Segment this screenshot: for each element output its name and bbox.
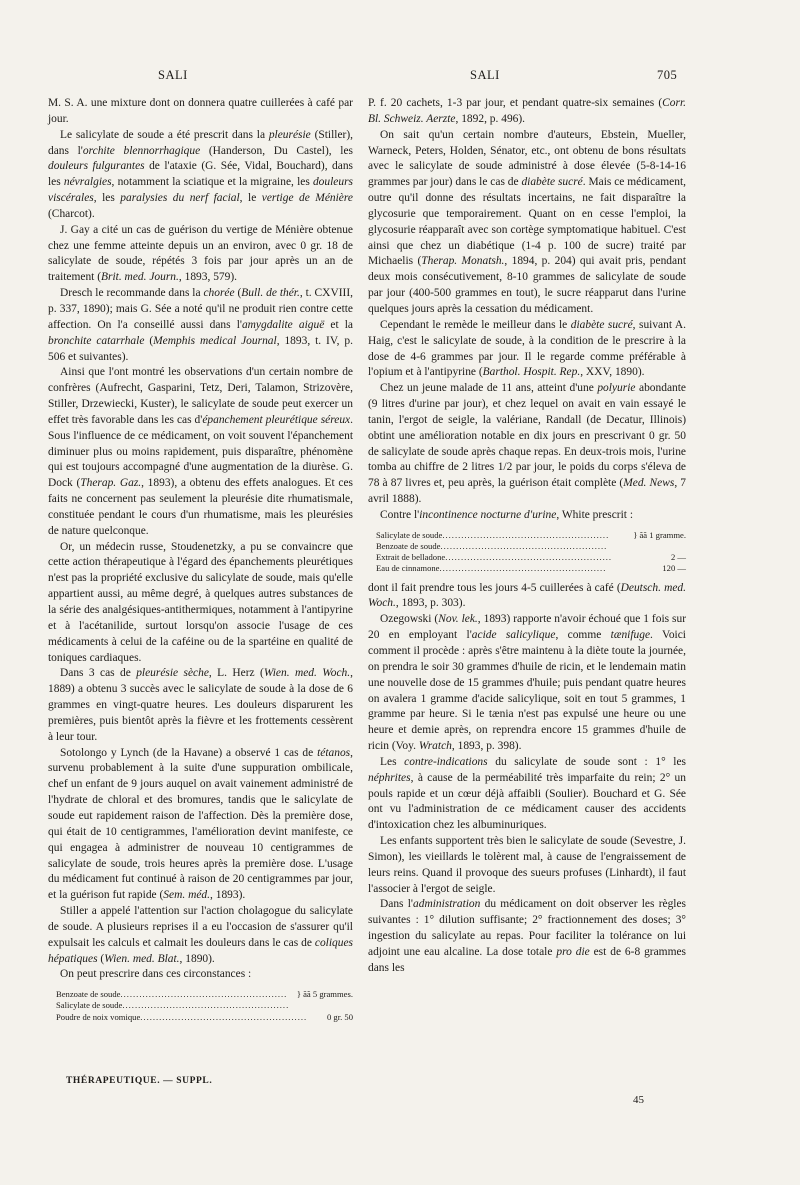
footer-series-title: THÉRAPEUTIQUE. — SUPPL. — [66, 1076, 213, 1086]
paragraph: Or, un médecin russe, Stoudenetzky, a pu se convaincre que cette action thérapeutique à l'égard des épanchements pleurétiques n'est pas la propriété exclusive du salicylate de soude, mais qu'elle appartient aussi, au même degré, à quelques autres substances de la série des analgésiques-antithermiques, notamment à l'antipyrine et à l'acétanilide, surtout lorsqu'on associe l'usage de ces médicaments à celui de la caféine ou de la spartéine en qualité de toniques cardiaques. — [48, 540, 353, 664]
paragraph: On sait qu'un certain nombre d'auteurs, Ebstein, Mueller, Warneck, Peters, Holden, Sénator, etc., ont obtenu de bons résultats avec le salicylate de soude administré à dose élevée (5-8-14-16 grammes par jour) dans le cas de diabète sucré. Mais ce médicament, outre qu'il donne des résultats incertains, ne fait disparaître la glycosurie que temporairement. Quant on en cesse l'emploi, la glycosurie réapparaît avec son cortège symptomatique habituel. C'est ainsi que chez un diabétique (1-4 p. 100 de sucre) traité par Michaelis (Therap. Monatsh., 1894, p. 204) qui avait pris, pendant deux mois consécutivement, 8-10 grammes de salicylate de soude par jour (400-500 grammes en tout), le sucre réapparut dans l'urine quelques jours après la cessation du médicament. — [368, 128, 687, 315]
paragraph: Sotolongo y Lynch (de la Havane) a observé 1 cas de tétanos, survenu probablement à la suite d'une suppuration ombilicale, chef un enfant de 9 jours auquel on avait vainement administré de l'hydrate de chloral et des bromures, tandis que le salicylate de soude eut rapidement raison de l'affection. Dès la première dose, qui était de 10 centigrammes, l'amélioration devint manifeste, ce qui engagea à administrer de nouveau 10 centigrammes de salicylate de soude, trois heures après la première dose. L'usage du médicament fut continué à raison de 20 centigrammes par jour, et la guérison fut rapide (Sem. méd., 1893). — [48, 746, 353, 902]
paragraph: Les contre-indications du salicylate de soude sont : 1° les néphrites, à cause de la perméabilité très imparfaite du rein; 2° un pouls rapide et un cœur déjà affaibli (Soulier). Bouchard et G. Sée ont vu l'administration de ce médicament causer des accidents d'intoxication chez les albuminuriques. — [368, 755, 686, 832]
left-column — [48, 96, 353, 1029]
recipe-row: Benzoate de soude ..................................................... — [376, 540, 608, 551]
paragraph: Dans l'administration du médicament on doit observer les règles suivantes : 1° dilution suffisante; 2° fractionnement des doses; 3° ingestion du salicylate au repas. Pour faciliter la tolérance on lui adjoint une eau alcaline. La dose totale pro die est de 6-8 grammes dans les — [368, 898, 687, 974]
paragraph: Ainsi que l'ont montré les observations d'un certain nombre de confrères (Aufrecht, Gasparini, Tetz, Deri, Talamon, Strizovère, Stiller, Drzewiecki, Kuster), le salicylate de soude peut exercer un effet très favorable dans les cas d'épanchement pleurétique séreux. Sous l'influence de ce médicament, on voit souvent l'épanchement diminuer plus ou moins rapidement, puis disparaître, phénomène qui est toujours accompagné d'une augmentation de la diurèse. G. Dock (Therap. Gaz., 1893), a obtenu des effets analogues. Et ces faits ne concernent pas seulement la pleurésie dite rhumatismale, constituée pendant le cours d'un rhumatisme, mais les pleurésies de nature quelconque. — [48, 366, 353, 537]
paragraph: Les enfants supportent très bien le salicylate de soude (Sevestre, J. Simon), les vieillards le tolèrent mal, à cause de l'engraissement de leurs reins. Quand il provoque des sueurs profuses (Linhardt), il faut l'associer à l'ergot de seigle. — [368, 835, 686, 895]
paragraph: M. S. A. une mixture dont on donnera quatre cuillerées à café par jour. — [48, 97, 353, 125]
signature-mark: 45 — [633, 1094, 644, 1106]
paragraph: Le salicylate de soude a été prescrit dans la pleurésie (Stiller), dans l'orchite blennorrhagique (Handerson, Du Castel), les douleurs fulgurantes de l'ataxie (G. Sée, Vidal, Bouchard), dans les névralgies, notamment la sciatique et la migraine, les douleurs viscérales, les paralysies du nerf facial, le vertige de Ménière (Charcot). — [48, 128, 353, 220]
running-head-right: SALI — [470, 68, 500, 82]
recipe-row: Salicylate de soude ..................................................... } ãã 1 gramme. — [376, 529, 686, 540]
paragraph: P. f. 20 cachets, 1-3 par jour, et pendant quatre-six semaines (Corr. Bl. Schweiz. Aerzte, 1892, p. 496). — [368, 97, 686, 125]
paragraph: On peut prescrire dans ces circonstances : — [60, 968, 252, 981]
paragraph: Dresch le recommande dans la chorée (Bull. de thér., t. CXVIII, p. 337, 1890); mais G. Sée a noté qu'il ne produit rien contre cette affection. On l'a conseillé aussi dans l'amygdalite aiguë et la bronchite catarrhale (Memphis medical Journal, 1893, t. IV, p. 506 et suivantes). — [48, 287, 353, 363]
paragraph: dont il fait prendre tous les jours 4-5 cuillerées à café (Deutsch. med. Woch., 1893, p. 303). — [368, 581, 686, 610]
recipe-row: Salicylate de soude ..................................................... — [56, 1000, 290, 1011]
paragraph: Cependant le remède le meilleur dans le diabète sucré, suivant A. Haig, c'est le salicylate de soude, à la condition de le prescrire à la dose de 4-6 grammes par jour. Il le regarde comme préférable à l'opium et à l'antipyrine (Barthol. Hospit. Rep., XXV, 1890). — [368, 318, 686, 379]
paragraph: Contre l'incontinence nocturne d'urine, White prescrit : — [380, 508, 634, 521]
paragraph: Ozegowski (Nov. lek., 1893) rapporte n'avoir échoué que 1 fois sur 20 en employant l'acide salicylique, comme tænifuge. Voici comment il procède : après s'être maintenu à la diète toute la journée, on prendra le soir 30 grammes d'huile de ricin, et le lendemain matin une nouvelle dose de 15 grammes d'huile; puis pendant quatre heures on avalera 1 gramme d'acide salicylique, soit en tout 5 grammes, 1 gramme par heure. Si le tænia n'est pas expulsé une heure ou une heure et demie après, on reprendra encore 15 grammes d'huile de ricin (Voy. Wratch, 1893, p. 398). — [368, 613, 687, 753]
paragraph: Stiller a appelé l'attention sur l'action cholagogue du salicylate de soude. A plusieurs reprises il a eu l'occasion de s'assurer qu'il expulsait les calculs et calmait les douleurs dans le cas de coliques hépatiques (Wien. med. Blat., 1890). — [48, 905, 353, 965]
paragraph: Chez un jeune malade de 11 ans, atteint d'une polyurie abondante (9 litres d'urine par jour), et chez lequel on avait en vain essayé le tanin, l'ergot de seigle, la valériane, Randall (de Decatur, Illinois) obtint une amélioration notable en dix jours en prescrivant 0 gr. 50 de salicylate de soude après chaque repas. En deux-trois mois, l'urine tomba au chiffre de 2 litres 1/2 par jour, le poids du corps s'éleva de 78 à 87 livres et, peu après, la guérison était complète (Med. News, 7 avril 1888). — [368, 382, 686, 506]
running-head-left: SALI — [158, 68, 188, 82]
recipe-row: Poudre de noix vomique ..................................................... 0 gr. 50 — [56, 1011, 353, 1022]
recipe-row: Benzoate de soude ..................................................... } ãã 5 grammes. — [56, 989, 353, 1000]
page-number: 705 — [657, 68, 678, 82]
recipe-right — [376, 530, 686, 575]
right-column — [368, 96, 686, 977]
paragraph: J. Gay a cité un cas de guérison du vertige de Ménière obtenue chez une femme atteinte depuis un an environ, avec 0 gr. 18 de salicylate de soude, répétés 3 fois par jour après un an de traitement (Brit. med. Journ., 1893, 579). — [48, 223, 353, 284]
recipe-row: Eau de cinnamone ..................................................... 120 — — [376, 563, 686, 574]
paragraph: Dans 3 cas de pleurésie sèche, L. Herz (Wien. med. Woch., 1889) a obtenu 3 succès avec le salicylate de soude à la dose de 6 grammes en vingt-quatre heures. Les douleurs disparurent les premières, puis bientôt après la fièvre et les frottements cessèrent à leur tour. — [48, 667, 353, 743]
recipe-left — [56, 989, 353, 1023]
recipe-row: Extrait de belladone ..................................................... 2 — — [376, 552, 686, 563]
